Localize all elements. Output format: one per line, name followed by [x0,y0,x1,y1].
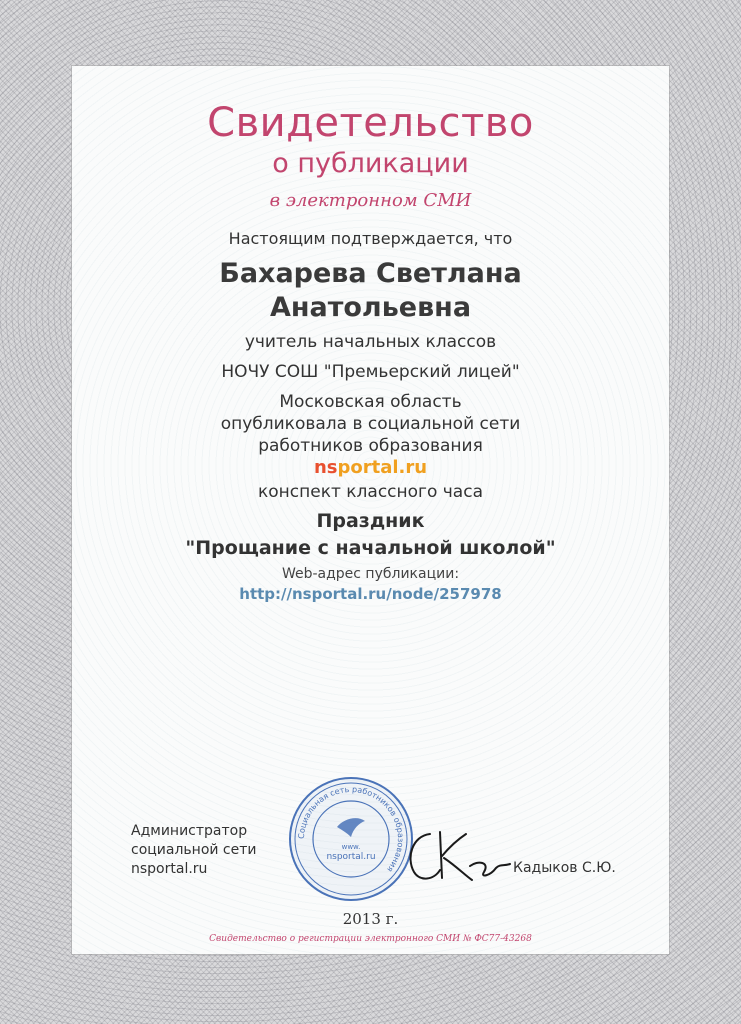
admin-line3: nsportal.ru [131,861,208,877]
handwritten-signature [400,822,515,892]
published-text-line2: работников образования [258,436,483,456]
media-type: в электронном СМИ [269,190,472,211]
recipient-organization: НОЧУ СОШ "Премьерский лицей" [221,362,520,382]
recipient-name-line1: Бахарева Светлана [219,258,522,289]
work-title-line2: "Прощание с начальной школой" [185,537,556,559]
official-stamp [287,775,415,903]
certificate-subtitle: о публикации [272,148,469,179]
published-text-line1: опубликовала в социальной сети [220,414,521,434]
recipient-name-line2: Анатольевна [269,292,472,323]
admin-line2: социальной сети [131,842,257,858]
stamp-ring-text: Социальная сеть работников образования [296,784,406,874]
portal-name-ns: ns [313,457,338,478]
portal-name-rest: portal.ru [337,457,428,478]
signer-name: Кадыков С.Ю. [513,860,616,876]
portal-name [0,457,741,478]
work-title-line1: Праздник [316,510,425,532]
publication-url[interactable]: http://nsportal.ru/node/257978 [239,585,502,603]
stamp-www: www. [341,843,361,851]
confirmation-text: Настоящим подтверждается, что [228,229,513,248]
admin-line1: Администратор [131,823,248,839]
registration-note: Свидетельство о регистрации электронного СМИ № ФС77-43268 [209,934,532,944]
web-address-label: Web-адрес публикации: [281,566,460,582]
stamp-center-text: nsportal.ru [326,852,376,862]
work-type: конспект классного часа [257,482,483,502]
recipient-region: Московская область [279,392,462,412]
certificate-year: 2013 г. [342,910,399,928]
certificate-title: Свидетельство [207,100,534,146]
recipient-position: учитель начальных классов [244,332,497,352]
administrator-block [131,822,257,879]
